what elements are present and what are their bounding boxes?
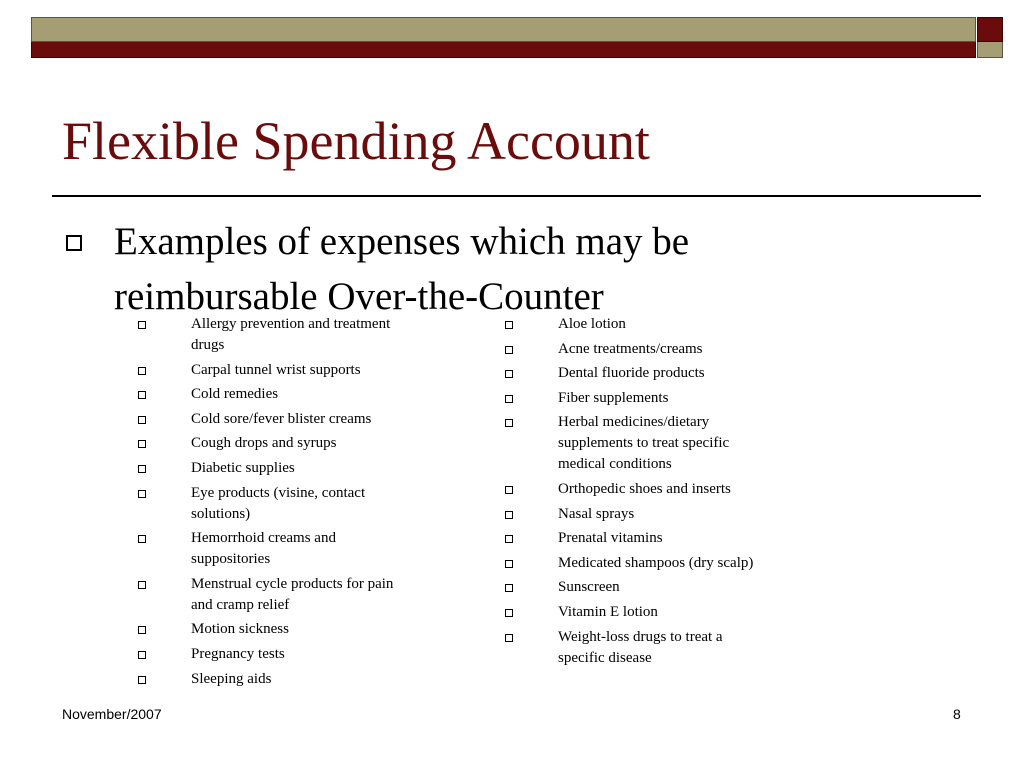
list-item-label: Hemorrhoid creams and suppositories xyxy=(191,530,336,568)
page-number: 8 xyxy=(953,706,961,722)
square-bullet-icon xyxy=(505,584,513,592)
list-item-label: Medicated shampoos (dry scalp) xyxy=(558,554,754,571)
slide-title: Flexible Spending Account xyxy=(62,111,650,171)
square-bullet-icon xyxy=(138,626,146,634)
list-item xyxy=(138,360,398,381)
list-item-label: Cold sore/fever blister creams xyxy=(191,410,372,427)
list-item xyxy=(505,577,765,598)
square-bullet-icon xyxy=(138,581,146,589)
list-item xyxy=(505,528,765,549)
list-item-label: Allergy prevention and treatment drugs xyxy=(191,316,391,353)
left-expense-list xyxy=(138,314,398,693)
list-item xyxy=(505,479,765,500)
list-item xyxy=(505,363,765,384)
list-item xyxy=(505,314,765,335)
square-bullet-icon xyxy=(66,235,82,251)
square-bullet-icon xyxy=(505,609,513,617)
list-item xyxy=(138,314,398,356)
list-item-label: Carpal tunnel wrist supports xyxy=(191,361,361,378)
list-item xyxy=(505,339,765,360)
header-band-olive xyxy=(31,17,976,42)
square-bullet-icon xyxy=(505,511,513,519)
square-bullet-icon xyxy=(138,465,146,473)
list-item xyxy=(505,412,765,475)
list-item-label: Weight-loss drugs to treat a specific disease xyxy=(558,628,723,666)
list-item-label: Eye products (visine, contact solutions) xyxy=(191,484,366,522)
list-item-label: Motion sickness xyxy=(191,621,289,638)
square-bullet-icon xyxy=(505,560,513,568)
square-bullet-icon xyxy=(505,321,513,329)
header-band-red xyxy=(31,42,976,58)
list-item xyxy=(138,644,398,665)
square-bullet-icon xyxy=(505,419,513,427)
list-item-label: Vitamin E lotion xyxy=(558,603,658,620)
list-item xyxy=(138,619,398,640)
square-bullet-icon xyxy=(138,651,146,659)
square-bullet-icon xyxy=(505,486,513,494)
header-square-red xyxy=(977,17,1003,42)
list-item xyxy=(138,409,398,430)
list-item-label: Sunscreen xyxy=(558,579,620,596)
list-item xyxy=(505,388,765,409)
list-item xyxy=(505,553,765,574)
square-bullet-icon xyxy=(505,535,513,543)
list-item xyxy=(138,458,398,479)
list-item xyxy=(505,602,765,623)
list-item xyxy=(505,504,765,525)
list-item-label: Fiber supplements xyxy=(558,389,669,406)
footer-date: November/2007 xyxy=(62,706,162,722)
title-divider xyxy=(52,195,981,197)
list-item-label: Cough drops and syrups xyxy=(191,435,337,452)
square-bullet-icon xyxy=(505,634,513,642)
square-bullet-icon xyxy=(138,416,146,424)
square-bullet-icon xyxy=(138,321,146,329)
square-bullet-icon xyxy=(138,490,146,498)
list-item-label: Dental fluoride products xyxy=(558,365,705,382)
list-item xyxy=(138,433,398,454)
list-item xyxy=(505,627,765,669)
square-bullet-icon xyxy=(138,676,146,684)
list-item-label: Pregnancy tests xyxy=(191,645,285,662)
list-item-label: Menstrual cycle products for pain and cramp relief xyxy=(191,575,394,613)
list-item xyxy=(138,483,398,525)
square-bullet-icon xyxy=(138,440,146,448)
header-square-olive xyxy=(977,42,1003,58)
right-expense-list xyxy=(505,314,765,672)
list-item-label: Acne treatments/creams xyxy=(558,340,703,357)
list-item-label: Herbal medicines/dietary supplements to treat specific medical conditions xyxy=(558,414,730,473)
list-item-label: Aloe lotion xyxy=(558,316,626,332)
main-bullet-text: Examples of expenses which may be reimbursable Over-the-Counter xyxy=(114,220,690,318)
square-bullet-icon xyxy=(138,391,146,399)
list-item xyxy=(138,669,398,690)
square-bullet-icon xyxy=(505,370,513,378)
square-bullet-icon xyxy=(505,395,513,403)
list-item-label: Sleeping aids xyxy=(191,670,272,687)
list-item xyxy=(138,574,398,616)
list-item xyxy=(138,528,398,570)
square-bullet-icon xyxy=(505,346,513,354)
list-item-label: Nasal sprays xyxy=(558,505,635,522)
list-item-label: Orthopedic shoes and inserts xyxy=(558,480,731,497)
list-item-label: Diabetic supplies xyxy=(191,459,295,476)
square-bullet-icon xyxy=(138,535,146,543)
square-bullet-icon xyxy=(138,367,146,375)
list-item-label: Cold remedies xyxy=(191,386,279,403)
list-item-label: Prenatal vitamins xyxy=(558,530,663,547)
list-item xyxy=(138,384,398,405)
